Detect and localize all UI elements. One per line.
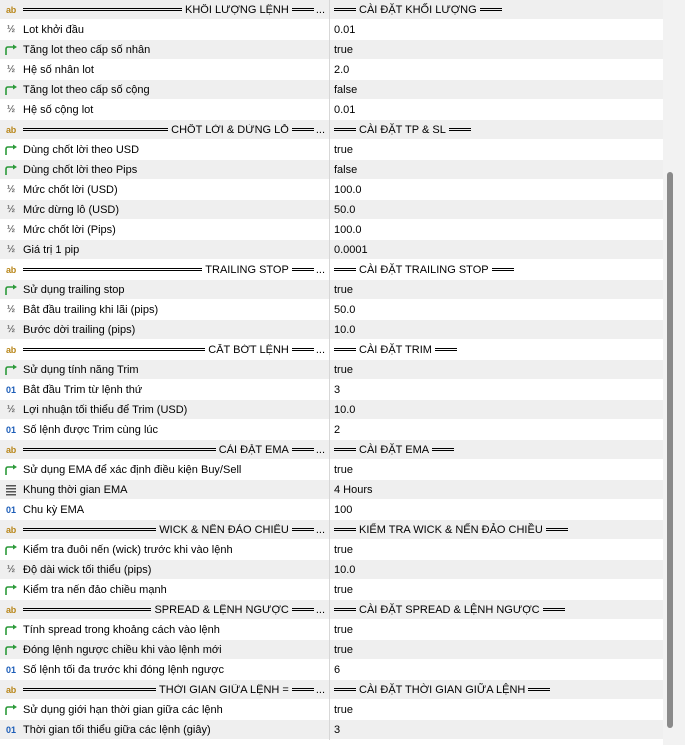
property-row[interactable] [0,160,663,180]
property-value-field[interactable] [330,180,663,200]
section-value: CÀI ĐẶT THỜI GIAN GIỮA LỆNH [359,683,526,696]
property-value: true [334,543,353,556]
property-label: Tăng lot theo cấp số cộng [23,83,150,96]
property-label: Sử dụng giới hạn thời gian giữa các lệnh [23,703,223,716]
section-value: CÀI ĐẶT TRAILING STOP [359,263,489,276]
bool-type-icon [4,363,18,377]
property-label: Kiểm tra đuôi nến (wick) trước khi vào lệnh [23,543,233,556]
property-value: 100 [334,503,353,516]
section-name-cell: ab THỜI GIAN GIỮA LỆNH = ... [0,680,330,700]
bool-type-icon [4,543,18,557]
section-title: TRAILING STOP [205,263,289,276]
property-value-field[interactable] [330,660,663,680]
property-value-field[interactable] [330,380,663,400]
bool-type-icon [4,43,18,57]
property-value: 100.0 [334,183,362,196]
property-name-cell [0,500,330,520]
property-name-cell [0,460,330,480]
property-label: Mức chốt lời (USD) [23,183,118,196]
property-row[interactable] [0,620,663,640]
double-type-icon: ½ [6,184,16,195]
double-type-icon: ½ [6,564,16,575]
property-row[interactable] [0,180,663,200]
property-value: 10.0 [334,323,356,336]
bool-type-icon [4,623,18,637]
section-title: SPREAD & LỆNH NGƯỢC [154,603,289,616]
property-row[interactable] [0,500,663,520]
property-label: Số lệnh được Trim cùng lúc [23,423,159,436]
property-name-cell [0,200,330,220]
property-name-cell [0,20,330,40]
property-value: true [334,143,353,156]
section-title: WICK & NẾN ĐẢO CHIỀU [159,523,289,536]
property-label: Chu kỳ EMA [23,503,85,516]
section-value-cell[interactable] [330,680,663,700]
double-type-icon: ½ [6,244,16,255]
section-value-cell[interactable] [330,440,663,460]
bool-type-icon [4,643,18,657]
property-name-cell [0,660,330,680]
property-row[interactable] [0,20,663,40]
property-value: 10.0 [334,563,356,576]
property-value: true [334,43,353,56]
double-type-icon: ½ [6,24,16,35]
string-type-icon: ab [5,604,17,615]
property-value-field[interactable] [330,40,663,60]
property-name-cell [0,320,330,340]
bool-type-icon [4,143,18,157]
property-row[interactable] [0,480,663,500]
double-type-icon: ½ [6,324,16,335]
integer-type-icon: 01 [5,424,16,435]
string-type-icon: ab [5,684,17,695]
property-row[interactable] [0,460,663,480]
property-value-field[interactable] [330,420,663,440]
string-type-icon: ab [5,524,17,535]
property-value: true [334,283,353,296]
property-value-field[interactable] [330,80,663,100]
property-row[interactable] [0,720,663,740]
section-header-row[interactable] [0,680,663,700]
property-label: Thời gian tối thiểu giữa các lệnh (giây) [23,723,211,736]
string-type-icon: ab [5,344,17,355]
section-name-cell: ab KHỐI LƯỢNG LỆNH ... [0,0,330,20]
property-label: Dùng chốt lời theo USD [23,143,140,156]
property-label: Hệ số cộng lot [23,103,94,116]
section-header-row[interactable] [0,520,663,540]
property-value: false [334,83,358,96]
property-name-cell [0,100,330,120]
property-value-field[interactable] [330,300,663,320]
property-name-cell [0,640,330,660]
property-row[interactable] [0,580,663,600]
property-label: Số lệnh tối đa trước khi đóng lệnh ngược [23,663,224,676]
property-value: true [334,643,353,656]
property-value: true [334,703,353,716]
property-value-field[interactable] [330,320,663,340]
property-value: 10.0 [334,403,356,416]
property-name-cell [0,580,330,600]
property-row[interactable] [0,640,663,660]
property-row[interactable] [0,100,663,120]
property-row[interactable] [0,40,663,60]
property-row[interactable] [0,660,663,680]
property-label: Sử dụng tính năng Trim [23,363,139,376]
property-name-cell [0,140,330,160]
section-header-row[interactable] [0,340,663,360]
section-header-row[interactable] [0,120,663,140]
property-value: true [334,583,353,596]
section-value: CÀI ĐẶT TP & SL [359,123,446,136]
property-name-cell [0,380,330,400]
property-value-field[interactable] [330,400,663,420]
property-name-cell [0,400,330,420]
property-value: 6 [334,663,341,676]
property-label: Bắt đầu trailing khi lãi (pips) [23,303,159,316]
section-value: CÀI ĐẶT EMA [359,443,430,456]
double-type-icon: ½ [6,304,16,315]
property-value-field[interactable] [330,200,663,220]
property-name-cell [0,60,330,80]
property-name-cell [0,240,330,260]
property-label: Sử dụng trailing stop [23,283,125,296]
property-value: 0.0001 [334,243,368,256]
property-value: true [334,623,353,636]
property-label: Giá trị 1 pip [23,243,80,256]
property-value-field[interactable] [330,140,663,160]
property-name-cell [0,480,330,500]
section-title: CÀI ĐẶT EMA [218,443,289,456]
section-header-row[interactable] [0,440,663,460]
section-value-cell[interactable] [330,600,663,620]
property-value: 2.0 [334,63,350,76]
property-label: Tăng lot theo cấp số nhân [23,43,151,56]
bool-type-icon [4,83,18,97]
integer-type-icon: 01 [5,384,16,395]
property-value: 100.0 [334,223,362,236]
property-row[interactable] [0,300,663,320]
section-value-cell[interactable] [330,520,663,540]
section-value: CÀI ĐẶT TRIM [359,343,432,356]
property-row[interactable] [0,700,663,720]
property-label: Hệ số nhân lot [23,63,94,76]
property-label: Mức dừng lỗ (USD) [23,203,120,216]
double-type-icon: ½ [6,104,16,115]
property-value: 2 [334,423,341,436]
section-title: THỜI GIAN GIỮA LỆNH = [159,683,289,696]
property-row[interactable] [0,540,663,560]
property-value: 0.01 [334,103,356,116]
scrollbar-thumb[interactable] [667,172,673,728]
property-name-cell [0,280,330,300]
property-name-cell [0,80,330,100]
property-value: 50.0 [334,203,356,216]
string-type-icon: ab [5,124,17,135]
property-value-field[interactable] [330,500,663,520]
property-value-field[interactable] [330,100,663,120]
property-value: 50.0 [334,303,356,316]
property-label: Kiểm tra nến đảo chiều mạnh [23,583,167,596]
property-name-cell [0,720,330,740]
property-value-field[interactable] [330,20,663,40]
integer-type-icon: 01 [5,504,16,515]
property-value-field[interactable] [330,240,663,260]
bool-type-icon [4,463,18,477]
section-title: CHỐT LỜI & DỪNG LỖ [171,123,289,136]
property-value-field[interactable] [330,160,663,180]
property-label: Bắt đầu Trim từ lệnh thứ [23,383,143,396]
property-value: 4 Hours [334,483,373,496]
section-value-cell[interactable] [330,340,663,360]
section-name-cell: ab CHỐT LỜI & DỪNG LỖ ... [0,120,330,140]
section-value: KIỂM TRA WICK & NẾN ĐẢO CHIỀU [359,523,543,536]
section-value-cell[interactable] [330,120,663,140]
string-type-icon: ab [5,4,17,15]
section-name-cell: ab CẮT BỚT LỆNH ... [0,340,330,360]
property-row[interactable] [0,280,663,300]
property-row[interactable] [0,220,663,240]
property-value-field[interactable] [330,460,663,480]
property-value-field[interactable] [330,720,663,740]
section-header-row[interactable] [0,600,663,620]
property-label: Sử dụng EMA để xác định điều kiện Buy/Sell [23,463,242,476]
section-value: CÀI ĐẶT KHỐI LƯỢNG [359,3,477,16]
string-type-icon: ab [5,444,17,455]
property-name-cell [0,420,330,440]
property-name-cell [0,40,330,60]
section-title: CẮT BỚT LỆNH [208,343,289,356]
bool-type-icon [4,283,18,297]
section-title: KHỐI LƯỢNG LỆNH [185,3,289,16]
property-row[interactable] [0,380,663,400]
property-row[interactable] [0,200,663,220]
property-name-cell [0,620,330,640]
property-row[interactable] [0,140,663,160]
property-name-cell [0,360,330,380]
property-label: Dùng chốt lời theo Pips [23,163,138,176]
property-row[interactable] [0,360,663,380]
property-row[interactable] [0,420,663,440]
double-type-icon: ½ [6,404,16,415]
property-value: 3 [334,723,341,736]
section-value: CÀI ĐẶT SPREAD & LỆNH NGƯỢC [359,603,540,616]
property-row[interactable] [0,400,663,420]
property-value-field[interactable] [330,480,663,500]
property-name-cell [0,540,330,560]
integer-type-icon: 01 [5,664,16,675]
property-name-cell [0,180,330,200]
property-label: Bước dời trailing (pips) [23,323,136,336]
property-value: true [334,463,353,476]
bool-type-icon [4,703,18,717]
property-label: Tính spread trong khoảng cách vào lệnh [23,623,220,636]
property-value-field[interactable] [330,620,663,640]
string-type-icon: ab [5,264,17,275]
double-type-icon: ½ [6,64,16,75]
property-value-field[interactable] [330,540,663,560]
property-row[interactable] [0,320,663,340]
property-label: Đóng lệnh ngược chiều khi vào lệnh mới [23,643,222,656]
property-value: 3 [334,383,341,396]
property-name-cell [0,700,330,720]
property-row[interactable] [0,560,663,580]
section-value-cell[interactable] [330,260,663,280]
section-name-cell: ab SPREAD & LỆNH NGƯỢC ... [0,600,330,620]
property-row[interactable] [0,80,663,100]
double-type-icon: ½ [6,224,16,235]
section-name-cell: ab WICK & NẾN ĐẢO CHIỀU ... [0,520,330,540]
property-value-field[interactable] [330,700,663,720]
bool-type-icon [4,583,18,597]
property-value-field[interactable] [330,360,663,380]
property-value-field[interactable] [330,560,663,580]
section-name-cell: ab CÀI ĐẶT EMA ... [0,440,330,460]
property-value: true [334,363,353,376]
property-value-field[interactable] [330,280,663,300]
integer-type-icon: 01 [5,724,16,735]
property-label: Lot khởi đầu [23,23,85,36]
bool-type-icon [4,163,18,177]
property-label: Mức chốt lời (Pips) [23,223,116,236]
section-value-cell[interactable] [330,0,663,20]
enum-type-icon [4,483,18,497]
property-name-cell [0,160,330,180]
property-value-field[interactable] [330,640,663,660]
property-value-field[interactable] [330,60,663,80]
property-row[interactable] [0,60,663,80]
property-value: false [334,163,358,176]
property-row[interactable] [0,240,663,260]
property-name-cell [0,220,330,240]
property-value: 0.01 [334,23,356,36]
property-name-cell [0,560,330,580]
property-name-cell [0,300,330,320]
section-name-cell: ab TRAILING STOP ... [0,260,330,280]
property-label: Khung thời gian EMA [23,483,128,496]
property-value-field[interactable] [330,220,663,240]
section-header-row[interactable] [0,0,663,20]
property-label: Độ dài wick tối thiểu (pips) [23,563,152,576]
property-label: Lợi nhuận tối thiểu để Trim (USD) [23,403,188,416]
section-header-row[interactable] [0,260,663,280]
double-type-icon: ½ [6,204,16,215]
property-value-field[interactable] [330,580,663,600]
